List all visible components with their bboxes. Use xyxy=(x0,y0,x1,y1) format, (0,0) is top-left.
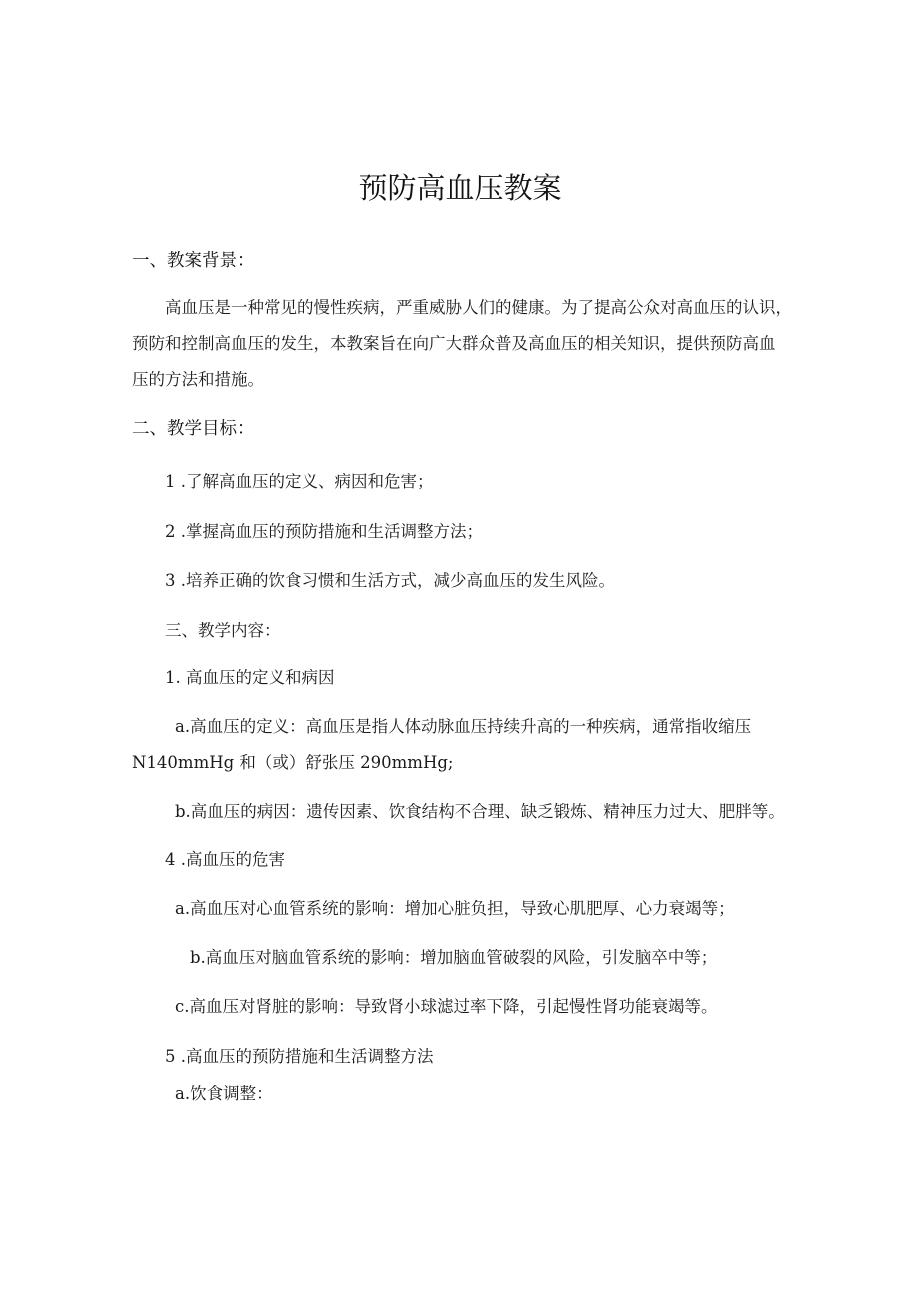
paragraph-line: 预防和控制高血压的发生，本教案旨在向广大群众普及高血压的相关知识，提供预防高血 xyxy=(132,334,776,353)
objective-item: 1 .了解高血压的定义、病因和危害； xyxy=(165,472,434,491)
section-heading-content: 三、教学内容： xyxy=(165,621,281,640)
content-item: b.高血压的病因：遗传因素、饮食结构不合理、缺乏锻炼、精神压力过大、肥胖等。 xyxy=(175,802,785,821)
content-item: a.饮食调整： xyxy=(175,1084,273,1103)
subsection-title: 1. 高血压的定义和病因 xyxy=(165,668,335,687)
section-heading-objectives: 二、教学目标： xyxy=(132,419,255,439)
objective-item: 2 .掌握高血压的预防措施和生活调整方法； xyxy=(165,522,483,541)
content-item: a.高血压对心血管系统的影响：增加心脏负担，导致心肌肥厚、心力衰竭等； xyxy=(175,899,735,918)
content-item: a.高血压的定义：高血压是指人体动脉血压持续升高的一种疾病，通常指收缩压 xyxy=(175,717,752,736)
content-item: b.高血压对脑血管系统的影响：增加脑血管破裂的风险，引发脑卒中等； xyxy=(190,948,718,967)
paragraph-line: 压的方法和措施。 xyxy=(132,370,264,389)
content-item: N140mmHg 和（或）舒张压 290mmHg; xyxy=(132,753,454,772)
content-item: c.高血压对肾脏的影响：导致肾小球滤过率下降，引起慢性肾功能衰竭等。 xyxy=(175,997,718,1016)
subsection-title: 5 .高血压的预防措施和生活调整方法 xyxy=(165,1047,434,1066)
paragraph-line: 高血压是一种常见的慢性疾病，严重威胁人们的健康。为了提高公众对高血压的认识， xyxy=(165,298,792,317)
subsection-title: 4 .高血压的危害 xyxy=(165,850,285,869)
document-title: 预防高血压教案 xyxy=(358,171,562,205)
objective-item: 3 .培养正确的饮食习惯和生活方式，减少高血压的发生风险。 xyxy=(165,571,615,590)
section-heading-background: 一、教案背景： xyxy=(132,251,255,271)
